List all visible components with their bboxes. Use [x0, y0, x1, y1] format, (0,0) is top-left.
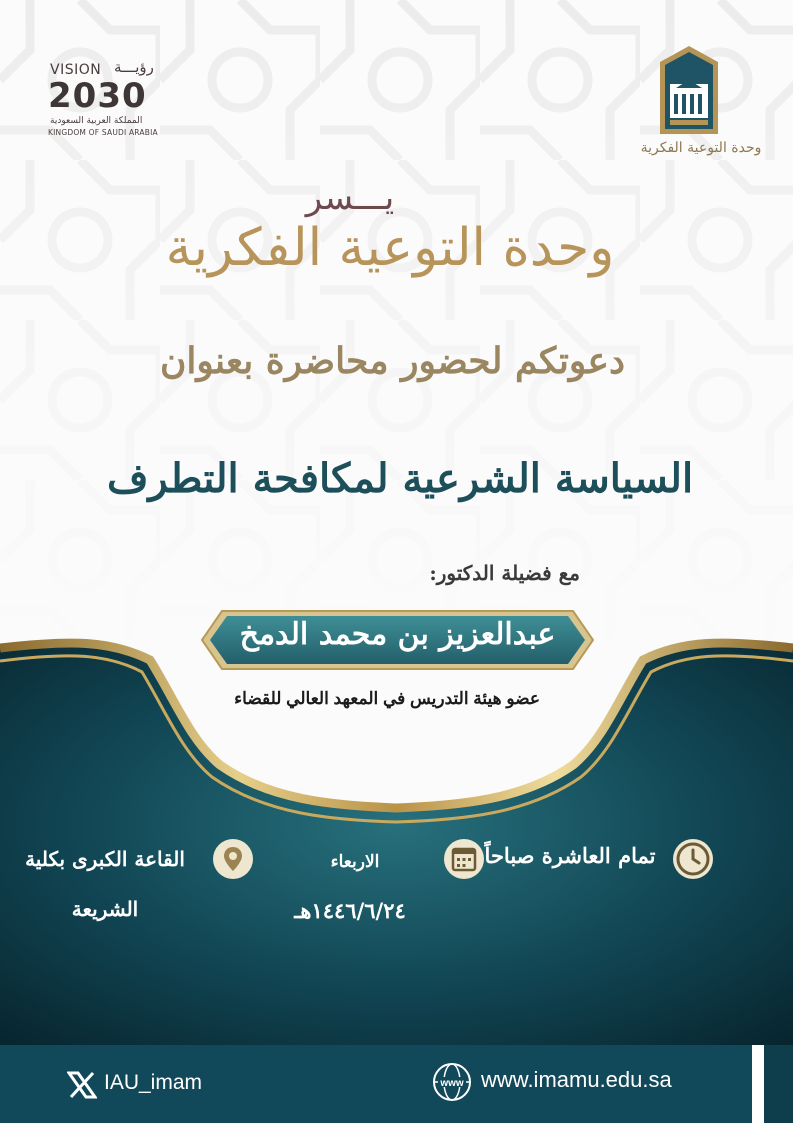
speaker-role: عضو هيئة التدريس في المعهد العالي للقضاء [234, 689, 540, 708]
x-handle-link[interactable]: IAU_imam [104, 1071, 203, 1094]
event-day: الاربعاء [330, 852, 380, 872]
event-date: ١٤٤٦/٦/٢٤هـ [294, 898, 406, 923]
location-pin-icon [212, 838, 254, 880]
x-logo-icon[interactable] [67, 1071, 97, 1099]
imam-university-logo-icon [656, 44, 722, 136]
unit-name-title: وحدة التوعية الفكرية [165, 218, 615, 278]
lecture-title: السياسة الشرعية لمكافحة التطرف [106, 455, 694, 502]
vision-year: 2030 [48, 76, 147, 116]
vision-2030-logo [42, 58, 172, 140]
location-line2: الشريعة [71, 897, 139, 921]
speaker-name: عبدالعزيز بن محمد الدمخ [239, 617, 556, 652]
calendar-icon [443, 838, 485, 880]
vision-kingdom-en: KINGDOM OF SAUDI ARABIA [48, 128, 158, 137]
vision-kingdom-ar: المملكة العربية السعودية [50, 116, 143, 126]
vision-label-en: VISION [50, 62, 102, 78]
clock-icon [672, 838, 714, 880]
invitation-text: دعوتكم لحضور محاضرة بعنوان [159, 340, 626, 382]
vision-label-ar: رؤيـــة [114, 58, 154, 76]
globe-icon [432, 1062, 472, 1102]
intro-text: يـــسر [305, 178, 395, 218]
location-line1: القاعة الكبرى بكلية [25, 847, 185, 871]
globe-icon-label: www [440, 1078, 464, 1089]
event-time: تمام العاشرة صباحاً [484, 843, 656, 868]
speaker-prefix: مع فضيلة الدكتور: [429, 561, 580, 585]
website-link[interactable]: www.imamu.edu.sa [481, 1067, 672, 1092]
unit-logo-caption: وحدة التوعية الفكرية [640, 140, 762, 156]
